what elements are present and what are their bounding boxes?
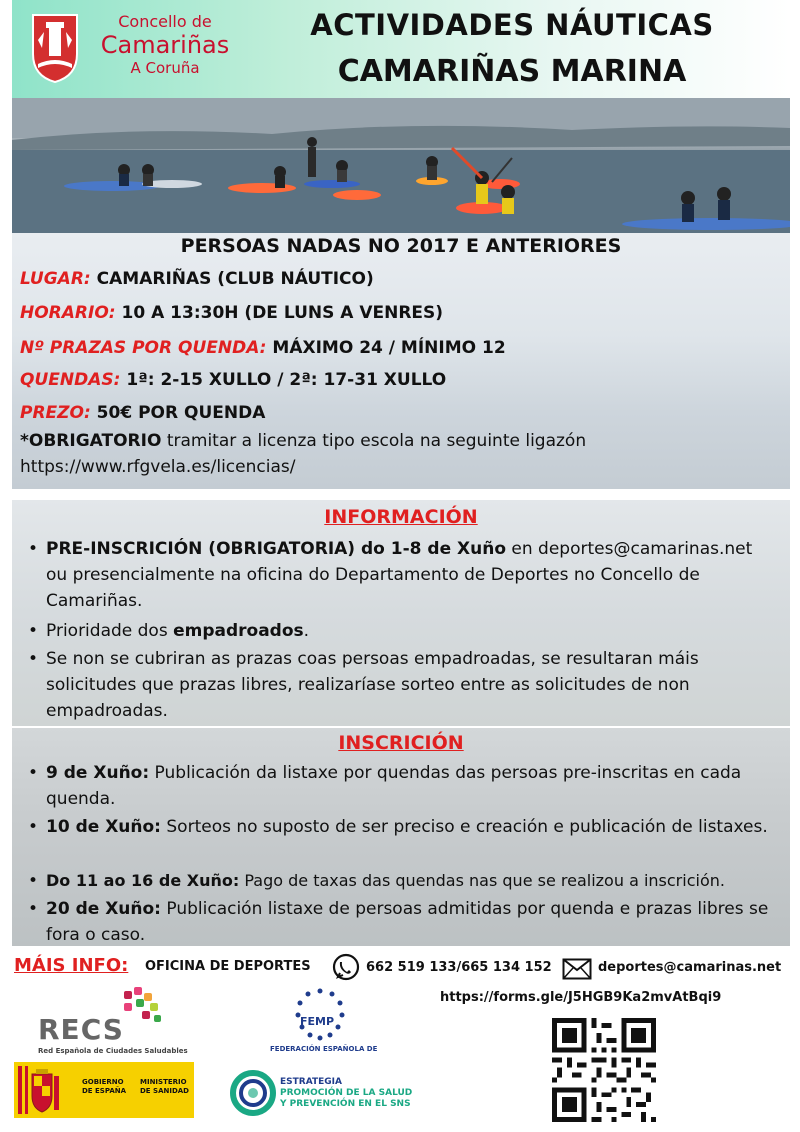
oficina-label: OFICINA DE DEPORTES bbox=[145, 959, 311, 974]
bullet-icon: • bbox=[28, 763, 39, 783]
info-item-3-text: Se non se cubriran as prazas coas persoas empadroadas, se resultaran máis solicitudes que prazas libres, realizaríase sorteo entre as solicitudes de non empadroadas. bbox=[46, 649, 699, 721]
info-item-prioridade bbox=[28, 618, 778, 644]
inscricion-item-9 bbox=[28, 760, 778, 812]
femp-word: FEMP bbox=[300, 1015, 335, 1028]
inscricion-item-20 bbox=[28, 896, 778, 946]
contact-email[interactable]: deportes@camarinas.net bbox=[598, 960, 782, 975]
insc-item-4-bold: 20 de Xuño: bbox=[46, 899, 161, 919]
info-item-2-bold: empadroados bbox=[173, 621, 304, 641]
inscricion-item-11-16 bbox=[28, 868, 778, 894]
info-item-preinscricion bbox=[28, 536, 778, 614]
insc-item-4-rest: Publicación listaxe de persoas admitidas por quenda e prazas libres se fora o caso. bbox=[46, 899, 769, 945]
horario-label: HORARIO: bbox=[20, 303, 116, 323]
info-item-sorteo bbox=[28, 646, 778, 724]
info-item-1-bold: PRE-INSCRICIÓN (OBRIGATORIA) do 1-8 de Xuño bbox=[46, 539, 507, 559]
bullet-icon: • bbox=[28, 539, 39, 559]
min-line2: DE SANIDAD bbox=[140, 1087, 189, 1095]
prezo-value: 50€ POR QUENDA bbox=[96, 403, 266, 423]
obrigatorio-text: tramitar a licenza tipo escola na seguinte ligazón bbox=[161, 431, 587, 451]
prezo-label: PREZO: bbox=[20, 403, 91, 423]
prazas-label: Nº PRAZAS POR QUENDA: bbox=[20, 338, 267, 358]
spain-crest-icon bbox=[18, 1066, 62, 1114]
info-item-1-rest: en deportes@camarinas.net ou presencialmente na oficina do Departamento de Deportes no Concello de Camariñas. bbox=[46, 539, 753, 611]
inscricion-title bbox=[12, 732, 790, 754]
inscricion-section bbox=[12, 728, 790, 946]
mais-info-label: MÁIS INFO: bbox=[14, 955, 129, 976]
recs-subtitle: Red Española de Ciudades Saludables bbox=[38, 1047, 188, 1055]
shield-logo-icon bbox=[30, 12, 80, 84]
estrategia-ring-icon bbox=[228, 1068, 278, 1118]
gobierno-logo bbox=[14, 1062, 194, 1118]
sub-title: CAMARIÑAS MARINA bbox=[337, 54, 687, 89]
min-line1: MINISTERIO bbox=[140, 1078, 187, 1086]
gobierno-text bbox=[82, 1078, 126, 1096]
phone-icon bbox=[332, 953, 360, 981]
bullet-icon: • bbox=[28, 899, 39, 919]
info-item-2-text2: . bbox=[303, 621, 310, 641]
prazas-row bbox=[20, 338, 506, 358]
header bbox=[12, 0, 790, 98]
target-age-heading: PERSOAS NADAS NO 2017 E ANTERIORES bbox=[180, 235, 622, 257]
estrategia-line3: Y PREVENCIÓN EN EL SNS bbox=[280, 1099, 411, 1109]
inscricion-title-text: INSCRICIÓN bbox=[338, 732, 464, 754]
details-section bbox=[12, 233, 790, 489]
forms-link[interactable]: https://forms.gle/J5HGB9Ka2mvAtBqi9 bbox=[440, 990, 722, 1005]
main-title: ACTIVIDADES NÁUTICAS bbox=[310, 8, 714, 42]
recs-logo bbox=[32, 985, 188, 1055]
lugar-value: CAMARIÑAS (CLUB NÁUTICO) bbox=[96, 269, 374, 289]
insc-item-2-rest: Sorteos no suposto de ser preciso e creación e publicación de listaxes. bbox=[160, 817, 768, 837]
quendas-label: QUENDAS: bbox=[20, 370, 121, 390]
logo-line2: Camariñas bbox=[100, 31, 230, 59]
phone-numbers[interactable]: 662 519 133/665 134 152 bbox=[366, 960, 552, 975]
horario-row bbox=[20, 303, 443, 323]
kayak-photo-illustration bbox=[12, 98, 790, 233]
prezo-row bbox=[20, 403, 265, 423]
info-item-2-text1: Prioridade dos bbox=[46, 621, 174, 641]
femp-logo bbox=[270, 985, 378, 1057]
logo-line3: A Coruña bbox=[130, 59, 200, 77]
bullet-icon: • bbox=[28, 621, 39, 641]
insc-item-3-rest: Pago de taxas das quendas nas que se realizou a inscrición. bbox=[239, 871, 725, 890]
concello-logo-text bbox=[90, 12, 240, 78]
insc-item-2-bold: 10 de Xuño: bbox=[46, 817, 161, 837]
bullet-icon: • bbox=[28, 817, 39, 837]
obrigatorio-bold: *OBRIGATORIO bbox=[20, 431, 162, 451]
bullet-icon: • bbox=[28, 871, 39, 891]
kayak-photo bbox=[12, 98, 790, 233]
lugar-label: LUGAR: bbox=[20, 269, 91, 289]
mail-icon bbox=[562, 958, 592, 980]
estrategia-logo bbox=[228, 1068, 428, 1120]
quendas-row bbox=[20, 370, 446, 390]
logo-line1: Concello de bbox=[118, 12, 212, 31]
gob-line2: DE ESPAÑA bbox=[82, 1087, 127, 1095]
ministerio-text bbox=[140, 1078, 189, 1096]
informacion-section bbox=[12, 500, 790, 726]
bullet-icon: • bbox=[28, 649, 39, 669]
estrategia-line2: PROMOCIÓN DE LA SALUD bbox=[280, 1088, 413, 1098]
informacion-title-text: INFORMACIÓN bbox=[324, 506, 478, 528]
gob-line1: GOBIERNO bbox=[82, 1078, 124, 1086]
femp-subtitle: FEDERACIÓN ESPAÑOLA DE bbox=[270, 1045, 378, 1053]
recs-word: RECS bbox=[38, 1013, 124, 1046]
estrategia-line1: ESTRATEGIA bbox=[280, 1077, 342, 1087]
insc-item-1-bold: 9 de Xuño: bbox=[46, 763, 150, 783]
insc-item-3-bold: Do 11 ao 16 de Xuño: bbox=[46, 871, 240, 890]
lugar-row bbox=[20, 269, 374, 289]
qr-code-icon[interactable] bbox=[552, 1018, 656, 1122]
obrigatorio-note bbox=[20, 431, 586, 451]
insc-item-1-rest: Publicación da listaxe por quendas das persoas pre-inscritas en cada quenda. bbox=[46, 763, 742, 809]
quendas-value: 1ª: 2-15 XULLO / 2ª: 17-31 XULLO bbox=[126, 370, 447, 390]
horario-value: 10 A 13:30H (DE LUNS A VENRES) bbox=[121, 303, 444, 323]
licence-link[interactable]: https://www.rfgvela.es/licencias/ bbox=[20, 457, 296, 477]
prazas-value: MÁXIMO 24 / MÍNIMO 12 bbox=[272, 338, 506, 358]
informacion-title bbox=[12, 506, 790, 528]
inscricion-item-10 bbox=[28, 814, 778, 840]
